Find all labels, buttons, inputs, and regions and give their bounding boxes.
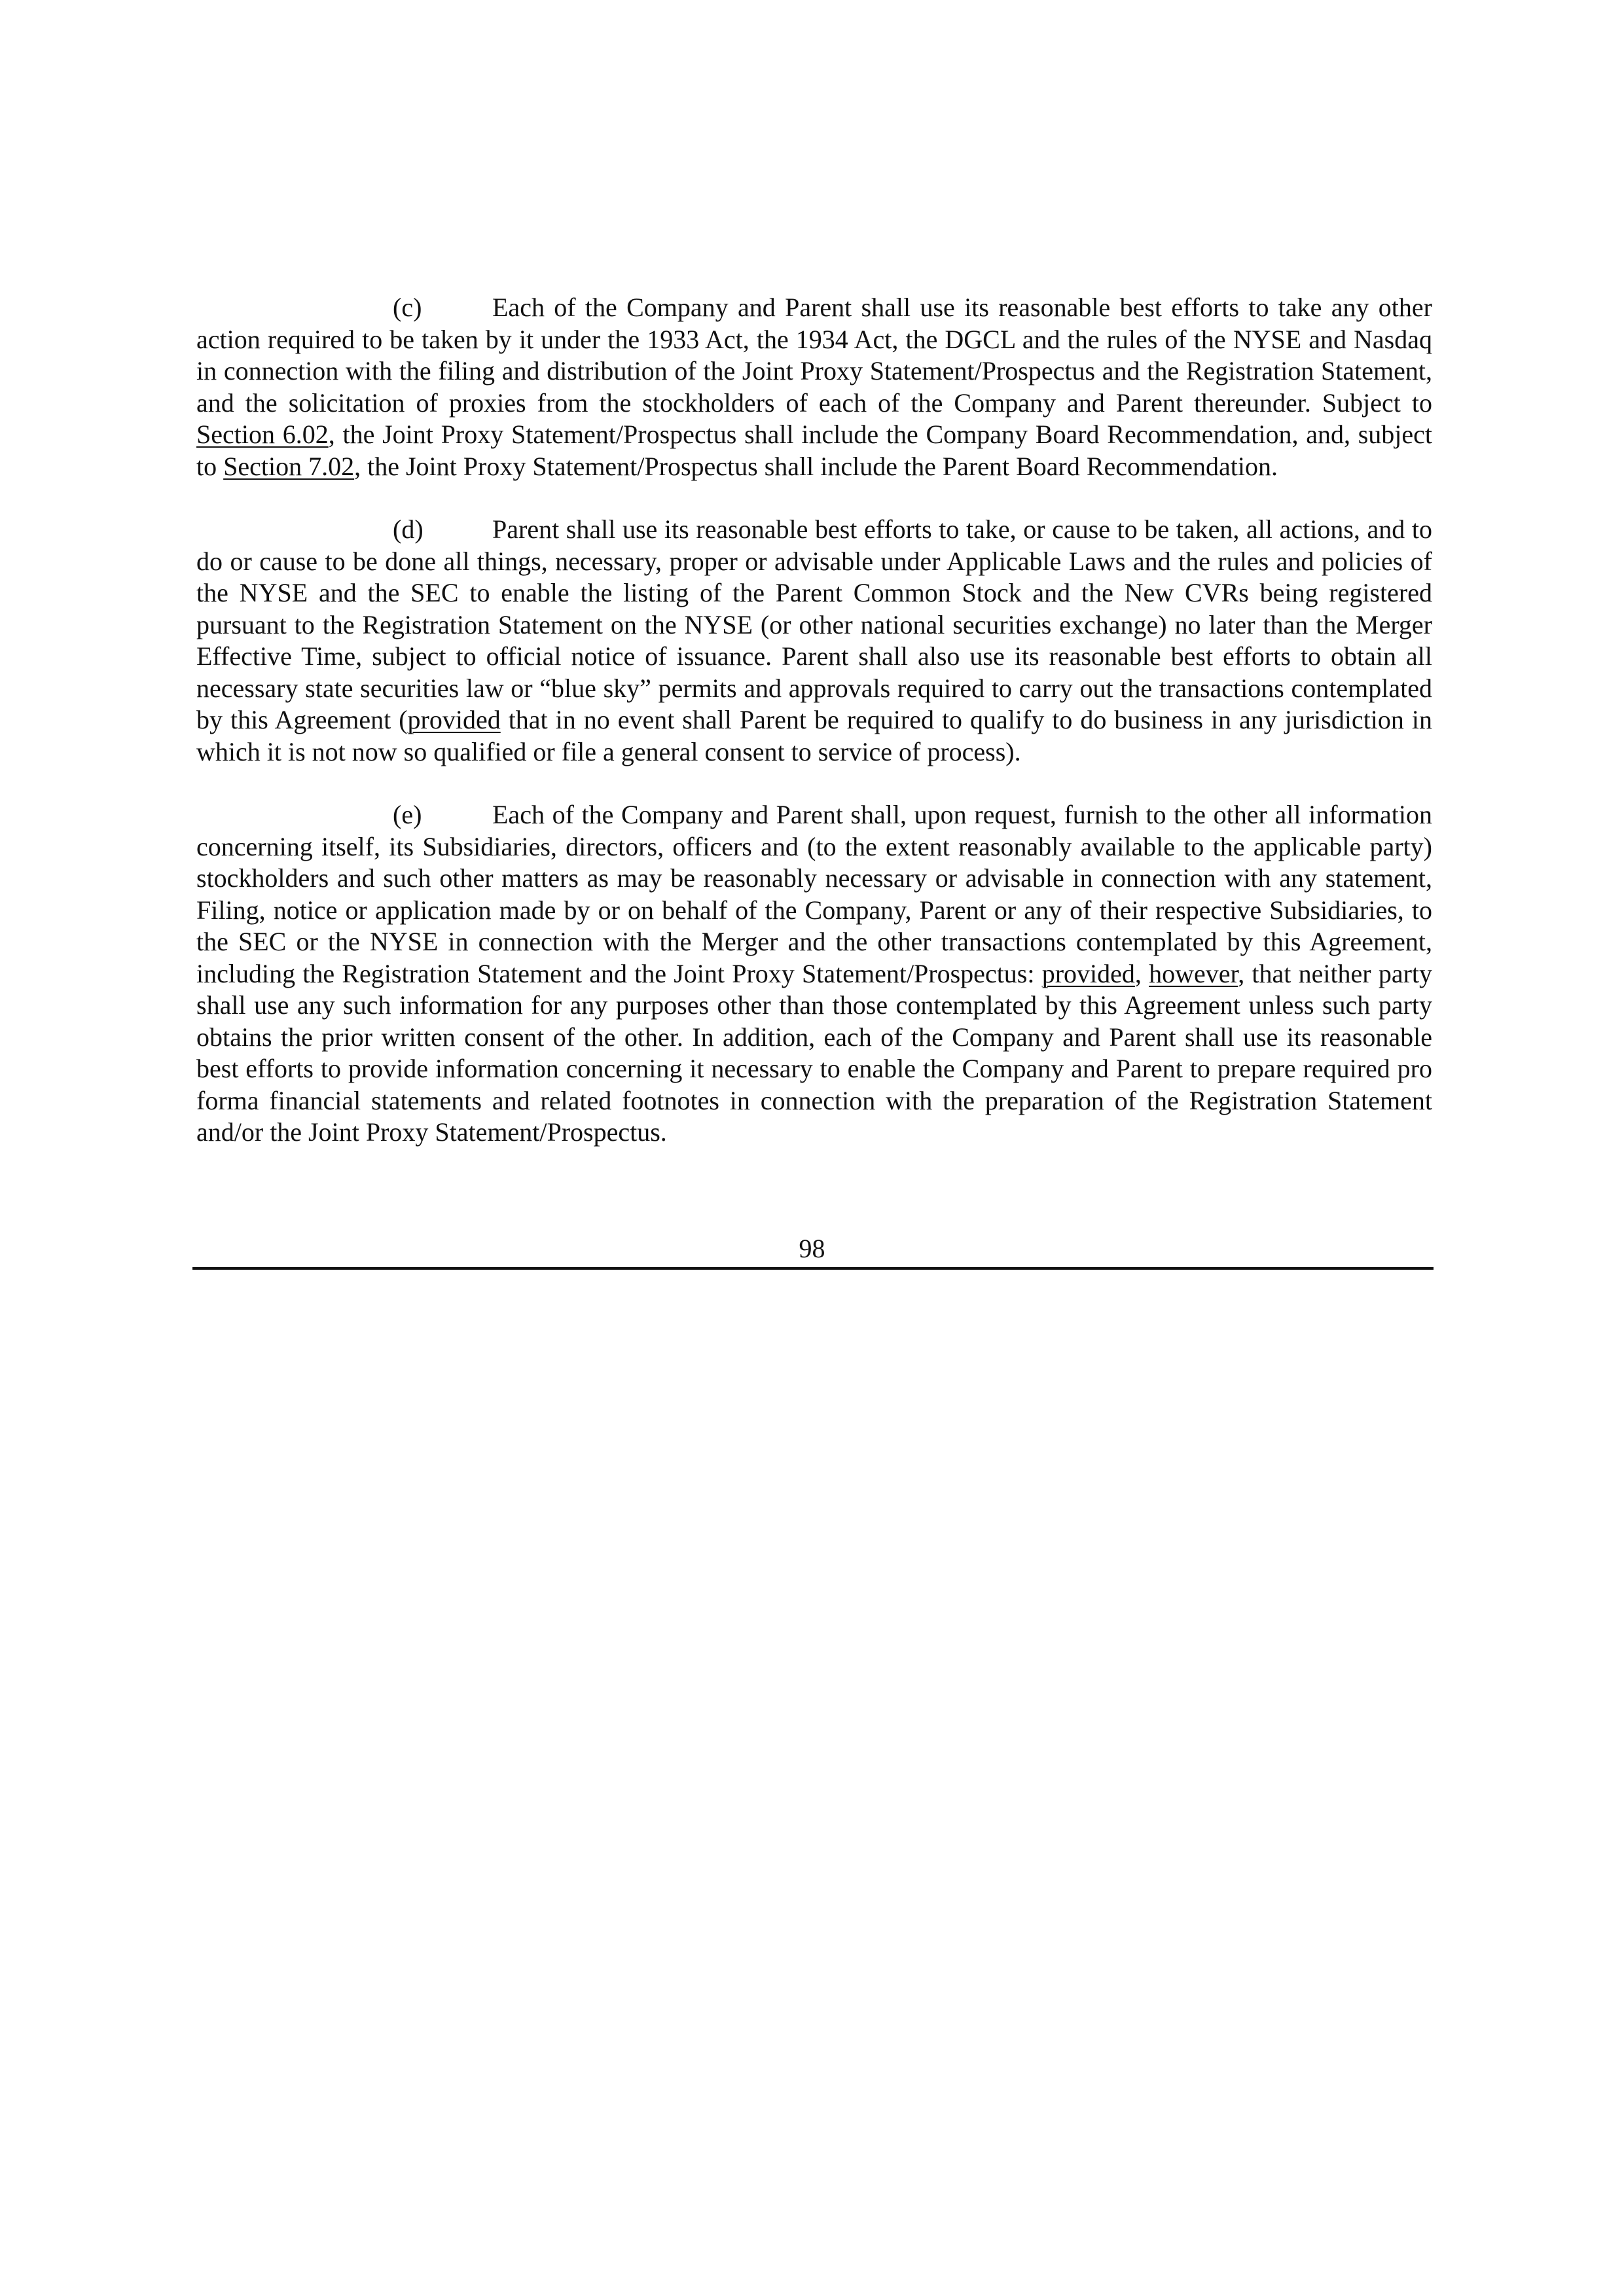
underlined-term: provided xyxy=(407,705,501,734)
paragraph-text: , the Joint Proxy Statement/Prospectus shall include the Parent Board Recommendation. xyxy=(354,451,1278,481)
paragraph-text: , the Joint Proxy Statement/Prospectus shall include the Company Board Recommendation, and, subject to xyxy=(196,420,1432,481)
paragraph-text: , that neither party shall use any such information for any purposes other than those contemplated by this Agreement unless such party obtains the prior written consent of the other. In addition, each of the Company and Parent shall use its reasonable best efforts to provide information concerning it necessary to enable the Company and Parent to prepare required pro forma financial statements and related footnotes in connection with the preparation of the Registration Statement and/or the Joint Proxy Statement/Prospectus. xyxy=(196,958,1433,1147)
section-reference: Section 6.02 xyxy=(196,420,329,449)
underlined-term: however xyxy=(1149,958,1238,988)
footer-divider xyxy=(192,1267,1434,1270)
paragraph-label: (d) xyxy=(393,514,424,544)
document-body xyxy=(196,292,1432,1180)
paragraph-text: Each of the Company and Parent shall use its reasonable best efforts to take any other action required to be taken by it under the 1933 Act, the 1934 Act, the DGCL and the rules of the NYSE and Nasdaq in connection with the filing and distribution of the Joint Proxy Statement/Prospectus and the Registration Statement, and the solicitation of proxies from the stockholders of each of the Company and Parent thereunder. Subject to xyxy=(196,293,1432,418)
paragraph-text: Each of the Company and Parent shall, upon request, furnish to the other all information concerning itself, its Subsidiaries, directors, officers and (to the extent reasonably available to the applicable party) stockholders and such other matters as may be reasonably necessary or advisable in connection with any statement, Filing, notice or application made by or on behalf of the Company, Parent or any of their respective Subsidiaries, to the SEC or the NYSE in connection with the Merger and the other transactions contemplated by this Agreement, including the Registration Statement and the Joint Proxy Statement/Prospectus: xyxy=(196,800,1432,988)
paragraph-text: Parent shall use its reasonable best efforts to take, or cause to be taken, all actions, and to do or cause to be done all things, necessary, proper or advisable under Applicable Laws and the rules and policies of the NYSE and the SEC to enable the listing of the Parent Common Stock and the New CVRs being registered pursuant to the Registration Statement on the NYSE (or other national securities exchange) no later than the Merger Effective Time, subject to official notice of issuance. Parent shall also use its reasonable best efforts to obtain all necessary state securities law or “blue sky” permits and approvals required to carry out the transactions contemplated by this Agreement ( xyxy=(196,514,1432,734)
paragraph-c xyxy=(196,292,1432,482)
paragraph-text: , xyxy=(1134,958,1149,988)
paragraph-text: that in no event shall Parent be required to qualify to do business in any jurisdiction in which it is not now so qualified or file a general consent to service of process). xyxy=(196,705,1432,766)
paragraph-label: (c) xyxy=(393,293,422,322)
underlined-term: provided xyxy=(1041,958,1135,988)
paragraph-e xyxy=(196,799,1432,1149)
page-number: 98 xyxy=(799,1234,825,1263)
paragraph-label: (e) xyxy=(393,800,422,829)
section-reference: Section 7.02 xyxy=(223,451,355,481)
paragraph-d xyxy=(196,514,1432,768)
